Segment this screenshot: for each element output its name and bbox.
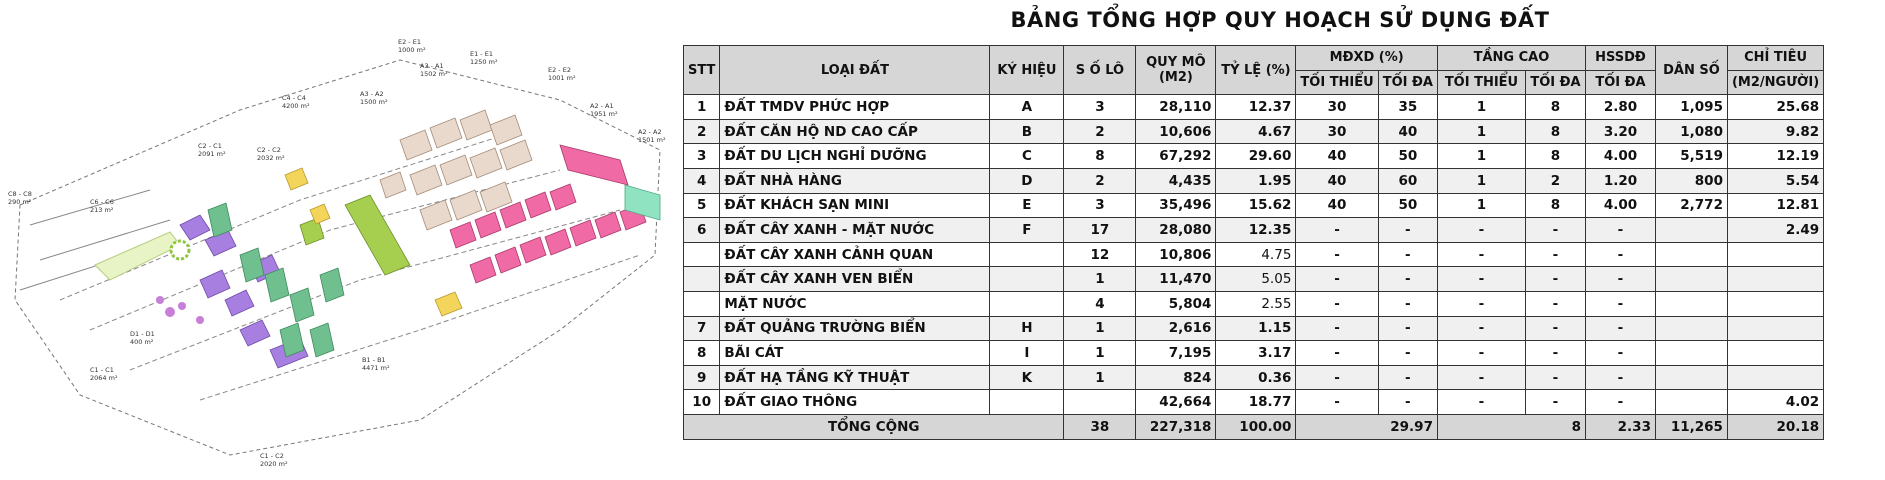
cell-population	[1655, 390, 1727, 415]
cell-hssdd: -	[1585, 267, 1655, 292]
header-floors-min: TỐI THIỂU	[1437, 70, 1525, 95]
cell-floors-max: -	[1525, 242, 1585, 267]
table-body	[684, 95, 1824, 415]
cell-ratio	[1727, 242, 1823, 267]
cell-land-type: ĐẤT CÂY XANH - MẶT NƯỚC	[720, 218, 990, 243]
cell-area: 35,496	[1136, 193, 1216, 218]
header-area	[1136, 46, 1216, 95]
table-row	[684, 119, 1824, 144]
cell-ratio	[1727, 267, 1823, 292]
plan-label: 2032 m²	[257, 154, 285, 162]
cell-ratio: 4.02	[1727, 390, 1823, 415]
header-percent: TỶ LỆ (%)	[1216, 46, 1296, 95]
plan-label: 400 m²	[130, 338, 154, 346]
cell-code: E	[990, 193, 1064, 218]
cell-ratio	[1727, 365, 1823, 390]
cell-floors-min: -	[1437, 267, 1525, 292]
total-percent: 100.00	[1216, 414, 1296, 439]
table-row	[684, 242, 1824, 267]
cell-mdxd-max: -	[1378, 291, 1437, 316]
cell-stt: 1	[684, 95, 720, 120]
cell-code: A	[990, 95, 1064, 120]
plan-label: C2 - C1	[198, 142, 222, 150]
cell-mdxd-max: 35	[1378, 95, 1437, 120]
table-row	[684, 95, 1824, 120]
cell-percent: 3.17	[1216, 341, 1296, 366]
cell-percent: 4.75	[1216, 242, 1296, 267]
cell-lots: 1	[1064, 316, 1136, 341]
cell-percent: 18.77	[1216, 390, 1296, 415]
total-hssdd: 2.33	[1585, 414, 1655, 439]
header-floors: TẦNG CAO	[1437, 46, 1585, 71]
plan-label: 1250 m²	[470, 58, 498, 66]
cell-land-type: ĐẤT KHÁCH SẠN MINI	[720, 193, 990, 218]
cell-floors-max: -	[1525, 365, 1585, 390]
cell-floors-min: -	[1437, 218, 1525, 243]
cell-percent: 29.60	[1216, 144, 1296, 169]
header-area-label: QUY MÔ	[1146, 55, 1206, 71]
plan-label: A2 - A1	[590, 102, 614, 110]
cell-land-type: ĐẤT CÂY XANH VEN BIỂN	[720, 267, 990, 292]
cell-percent: 15.62	[1216, 193, 1296, 218]
plan-label: 1502 m²	[420, 70, 448, 78]
cell-hssdd: -	[1585, 316, 1655, 341]
cell-land-type: BÃI CÁT	[720, 341, 990, 366]
cell-area: 67,292	[1136, 144, 1216, 169]
total-row	[684, 414, 1824, 439]
cell-floors-min: 1	[1437, 144, 1525, 169]
cell-mdxd-min: -	[1296, 365, 1378, 390]
cell-population	[1655, 365, 1727, 390]
cell-hssdd: -	[1585, 341, 1655, 366]
cell-percent: 1.15	[1216, 316, 1296, 341]
cell-lots: 1	[1064, 341, 1136, 366]
cell-ratio: 9.82	[1727, 119, 1823, 144]
cell-code: C	[990, 144, 1064, 169]
cell-population: 2,772	[1655, 193, 1727, 218]
cell-code: B	[990, 119, 1064, 144]
plan-label: C2 - C2	[257, 146, 281, 154]
plan-label: 4200 m²	[282, 102, 310, 110]
land-use-table	[683, 45, 1824, 440]
cell-floors-min: 1	[1437, 168, 1525, 193]
cell-land-type: MẶT NƯỚC	[720, 291, 990, 316]
cell-mdxd-max: -	[1378, 316, 1437, 341]
table-row	[684, 218, 1824, 243]
plan-label: C1 - C1	[90, 366, 114, 374]
site-plan-drawing	[0, 0, 675, 480]
cell-floors-max: -	[1525, 218, 1585, 243]
header-lots: S Ố LÔ	[1064, 46, 1136, 95]
cell-hssdd: -	[1585, 218, 1655, 243]
cell-floors-max: 8	[1525, 119, 1585, 144]
plan-label: E2 - E2	[548, 66, 571, 74]
cell-mdxd-min: -	[1296, 316, 1378, 341]
cell-code	[990, 267, 1064, 292]
cell-code: H	[990, 316, 1064, 341]
cell-population: 800	[1655, 168, 1727, 193]
cell-population	[1655, 291, 1727, 316]
plan-label: 1501 m²	[638, 136, 666, 144]
cell-land-type: ĐẤT CĂN HỘ ND CAO CẤP	[720, 119, 990, 144]
cell-mdxd-max: 50	[1378, 144, 1437, 169]
cell-floors-max: 8	[1525, 95, 1585, 120]
cell-mdxd-max: -	[1378, 390, 1437, 415]
cell-area: 28,080	[1136, 218, 1216, 243]
cell-stt: 9	[684, 365, 720, 390]
cell-hssdd: 3.20	[1585, 119, 1655, 144]
header-hssdd-max: TỐI ĐA	[1585, 70, 1655, 95]
cell-stt	[684, 267, 720, 292]
cell-ratio: 2.49	[1727, 218, 1823, 243]
cell-area: 824	[1136, 365, 1216, 390]
cell-area: 7,195	[1136, 341, 1216, 366]
table-row	[684, 267, 1824, 292]
header-hssdd: HSSDĐ	[1585, 46, 1655, 71]
plan-label: 1000 m²	[398, 46, 426, 54]
cell-area: 10,606	[1136, 119, 1216, 144]
cell-hssdd: 4.00	[1585, 193, 1655, 218]
cell-hssdd: -	[1585, 291, 1655, 316]
table-row	[684, 144, 1824, 169]
plan-label: B1 - B1	[362, 356, 386, 364]
table-row	[684, 316, 1824, 341]
plan-label: 1001 m²	[548, 74, 576, 82]
table-row	[684, 390, 1824, 415]
cell-hssdd: 1.20	[1585, 168, 1655, 193]
plan-label: 2020 m²	[260, 460, 288, 468]
cell-percent: 2.55	[1216, 291, 1296, 316]
cell-mdxd-min: -	[1296, 341, 1378, 366]
header-land-type: LOẠI ĐẤT	[720, 46, 990, 95]
cell-percent: 1.95	[1216, 168, 1296, 193]
cell-floors-min: -	[1437, 365, 1525, 390]
cell-population	[1655, 242, 1727, 267]
cell-land-type: ĐẤT DU LỊCH NGHỈ DƯỠNG	[720, 144, 990, 169]
table-row	[684, 193, 1824, 218]
cell-floors-max: 8	[1525, 144, 1585, 169]
cell-ratio: 12.81	[1727, 193, 1823, 218]
cell-hssdd: -	[1585, 390, 1655, 415]
total-label: TỔNG CỘNG	[684, 414, 1064, 439]
cell-floors-min: -	[1437, 242, 1525, 267]
cell-mdxd-min: 30	[1296, 95, 1378, 120]
total-population: 11,265	[1655, 414, 1727, 439]
table-row	[684, 291, 1824, 316]
cell-lots: 1	[1064, 267, 1136, 292]
cell-population: 5,519	[1655, 144, 1727, 169]
cell-area: 5,804	[1136, 291, 1216, 316]
plan-label: 2064 m²	[90, 374, 118, 382]
site-plan	[0, 0, 675, 480]
cell-ratio: 5.54	[1727, 168, 1823, 193]
cell-land-type: ĐẤT NHÀ HÀNG	[720, 168, 990, 193]
plan-label: 4471 m²	[362, 364, 390, 372]
cell-stt: 4	[684, 168, 720, 193]
cell-mdxd-max: 50	[1378, 193, 1437, 218]
total-ratio: 20.18	[1727, 414, 1823, 439]
cell-mdxd-max: -	[1378, 267, 1437, 292]
table-row	[684, 341, 1824, 366]
plan-label: 1500 m²	[360, 98, 388, 106]
cell-floors-max: -	[1525, 390, 1585, 415]
cell-ratio: 25.68	[1727, 95, 1823, 120]
plan-label: C6 - C6	[90, 198, 114, 206]
cell-hssdd: -	[1585, 365, 1655, 390]
cell-floors-min: 1	[1437, 119, 1525, 144]
cell-mdxd-max: -	[1378, 218, 1437, 243]
plan-label: E2 - E1	[398, 38, 421, 46]
cell-code: D	[990, 168, 1064, 193]
cell-stt: 8	[684, 341, 720, 366]
plan-label: C8 - C8	[8, 190, 32, 198]
total-floors: 8	[1437, 414, 1585, 439]
cell-hssdd: 2.80	[1585, 95, 1655, 120]
cell-lots: 4	[1064, 291, 1136, 316]
cell-floors-max: -	[1525, 267, 1585, 292]
cell-mdxd-min: 40	[1296, 168, 1378, 193]
plan-label: 2091 m²	[198, 150, 226, 158]
cell-mdxd-min: -	[1296, 267, 1378, 292]
plan-label: C4 - C4	[282, 94, 306, 102]
plan-label: D1 - D1	[130, 330, 155, 338]
cell-area: 28,110	[1136, 95, 1216, 120]
cell-mdxd-max: 60	[1378, 168, 1437, 193]
header-mdxd-max: TỐI ĐA	[1378, 70, 1437, 95]
cell-mdxd-max: -	[1378, 365, 1437, 390]
cell-mdxd-min: -	[1296, 242, 1378, 267]
cell-mdxd-min: -	[1296, 291, 1378, 316]
table-row	[684, 365, 1824, 390]
cell-population: 1,095	[1655, 95, 1727, 120]
plan-label: A3 - A2	[360, 90, 384, 98]
cell-stt: 6	[684, 218, 720, 243]
cell-stt: 10	[684, 390, 720, 415]
cell-floors-max: 2	[1525, 168, 1585, 193]
plan-label: 290 m²	[8, 198, 32, 206]
cell-code: I	[990, 341, 1064, 366]
cell-stt: 7	[684, 316, 720, 341]
cell-land-type: ĐẤT GIAO THÔNG	[720, 390, 990, 415]
plan-label: 213 m²	[90, 206, 114, 214]
cell-population	[1655, 341, 1727, 366]
cell-lots	[1064, 390, 1136, 415]
table-row	[684, 168, 1824, 193]
cell-ratio	[1727, 341, 1823, 366]
cell-population	[1655, 218, 1727, 243]
cell-land-type: ĐẤT HẠ TẦNG KỸ THUẬT	[720, 365, 990, 390]
cell-lots: 17	[1064, 218, 1136, 243]
header-code: KÝ HIỆU	[990, 46, 1064, 95]
cell-floors-min: -	[1437, 291, 1525, 316]
cell-lots: 2	[1064, 119, 1136, 144]
plan-label: E1 - E1	[470, 50, 493, 58]
plan-label: C1 - C2	[260, 452, 284, 460]
cell-land-type: ĐẤT TMDV PHỨC HỢP	[720, 95, 990, 120]
cell-floors-min: 1	[1437, 193, 1525, 218]
cell-floors-max: -	[1525, 316, 1585, 341]
cell-lots: 3	[1064, 95, 1136, 120]
cell-ratio	[1727, 291, 1823, 316]
cell-mdxd-max: -	[1378, 242, 1437, 267]
cell-percent: 12.37	[1216, 95, 1296, 120]
cell-code	[990, 291, 1064, 316]
header-stt: STT	[684, 46, 720, 95]
cell-stt: 2	[684, 119, 720, 144]
cell-code	[990, 390, 1064, 415]
cell-lots: 1	[1064, 365, 1136, 390]
cell-population	[1655, 316, 1727, 341]
cell-population: 1,080	[1655, 119, 1727, 144]
cell-mdxd-min: -	[1296, 390, 1378, 415]
cell-mdxd-max: -	[1378, 341, 1437, 366]
cell-mdxd-min: 30	[1296, 119, 1378, 144]
cell-floors-min: -	[1437, 341, 1525, 366]
header-mdxd: MĐXD (%)	[1296, 46, 1438, 71]
cell-percent: 4.67	[1216, 119, 1296, 144]
cell-population	[1655, 267, 1727, 292]
cell-land-type: ĐẤT QUẢNG TRƯỜNG BIỂN	[720, 316, 990, 341]
header-ratio-unit: (M2/NGƯỜI)	[1727, 70, 1823, 95]
cell-code	[990, 242, 1064, 267]
cell-lots: 2	[1064, 168, 1136, 193]
cell-percent: 12.35	[1216, 218, 1296, 243]
plan-label: A2 - A2	[638, 128, 662, 136]
cell-ratio	[1727, 316, 1823, 341]
cell-floors-max: -	[1525, 341, 1585, 366]
cell-percent: 5.05	[1216, 267, 1296, 292]
cell-area: 42,664	[1136, 390, 1216, 415]
plan-label: 1951 m²	[590, 110, 618, 118]
cell-floors-max: -	[1525, 291, 1585, 316]
cell-area: 4,435	[1136, 168, 1216, 193]
cell-stt	[684, 242, 720, 267]
cell-mdxd-min: 40	[1296, 144, 1378, 169]
total-area: 227,318	[1136, 414, 1216, 439]
cell-area: 10,806	[1136, 242, 1216, 267]
cell-hssdd: -	[1585, 242, 1655, 267]
total-mdxd: 29.97	[1296, 414, 1438, 439]
cell-area: 2,616	[1136, 316, 1216, 341]
cell-floors-min: 1	[1437, 95, 1525, 120]
header-floors-max: TỐI ĐA	[1525, 70, 1585, 95]
cell-stt	[684, 291, 720, 316]
cell-land-type: ĐẤT CÂY XANH CẢNH QUAN	[720, 242, 990, 267]
cell-lots: 8	[1064, 144, 1136, 169]
header-ratio: CHỈ TIÊU	[1727, 46, 1823, 71]
cell-lots: 12	[1064, 242, 1136, 267]
cell-mdxd-min: -	[1296, 218, 1378, 243]
cell-ratio: 12.19	[1727, 144, 1823, 169]
total-lots: 38	[1064, 414, 1136, 439]
cell-floors-min: -	[1437, 316, 1525, 341]
cell-code: K	[990, 365, 1064, 390]
header-area-unit: (M2)	[1158, 70, 1193, 86]
cell-area: 11,470	[1136, 267, 1216, 292]
cell-stt: 3	[684, 144, 720, 169]
plan-label: A3 - A1	[420, 62, 444, 70]
cell-code: F	[990, 218, 1064, 243]
table-title: BẢNG TỔNG HỢP QUY HOẠCH SỬ DỤNG ĐẤT	[1010, 8, 1550, 32]
cell-floors-max: 8	[1525, 193, 1585, 218]
cell-mdxd-min: 40	[1296, 193, 1378, 218]
cell-percent: 0.36	[1216, 365, 1296, 390]
cell-floors-min: -	[1437, 390, 1525, 415]
cell-lots: 3	[1064, 193, 1136, 218]
cell-mdxd-max: 40	[1378, 119, 1437, 144]
cell-stt: 5	[684, 193, 720, 218]
header-mdxd-min: TỐI THIỂU	[1296, 70, 1378, 95]
cell-hssdd: 4.00	[1585, 144, 1655, 169]
header-population: DÂN SỐ	[1655, 46, 1727, 95]
